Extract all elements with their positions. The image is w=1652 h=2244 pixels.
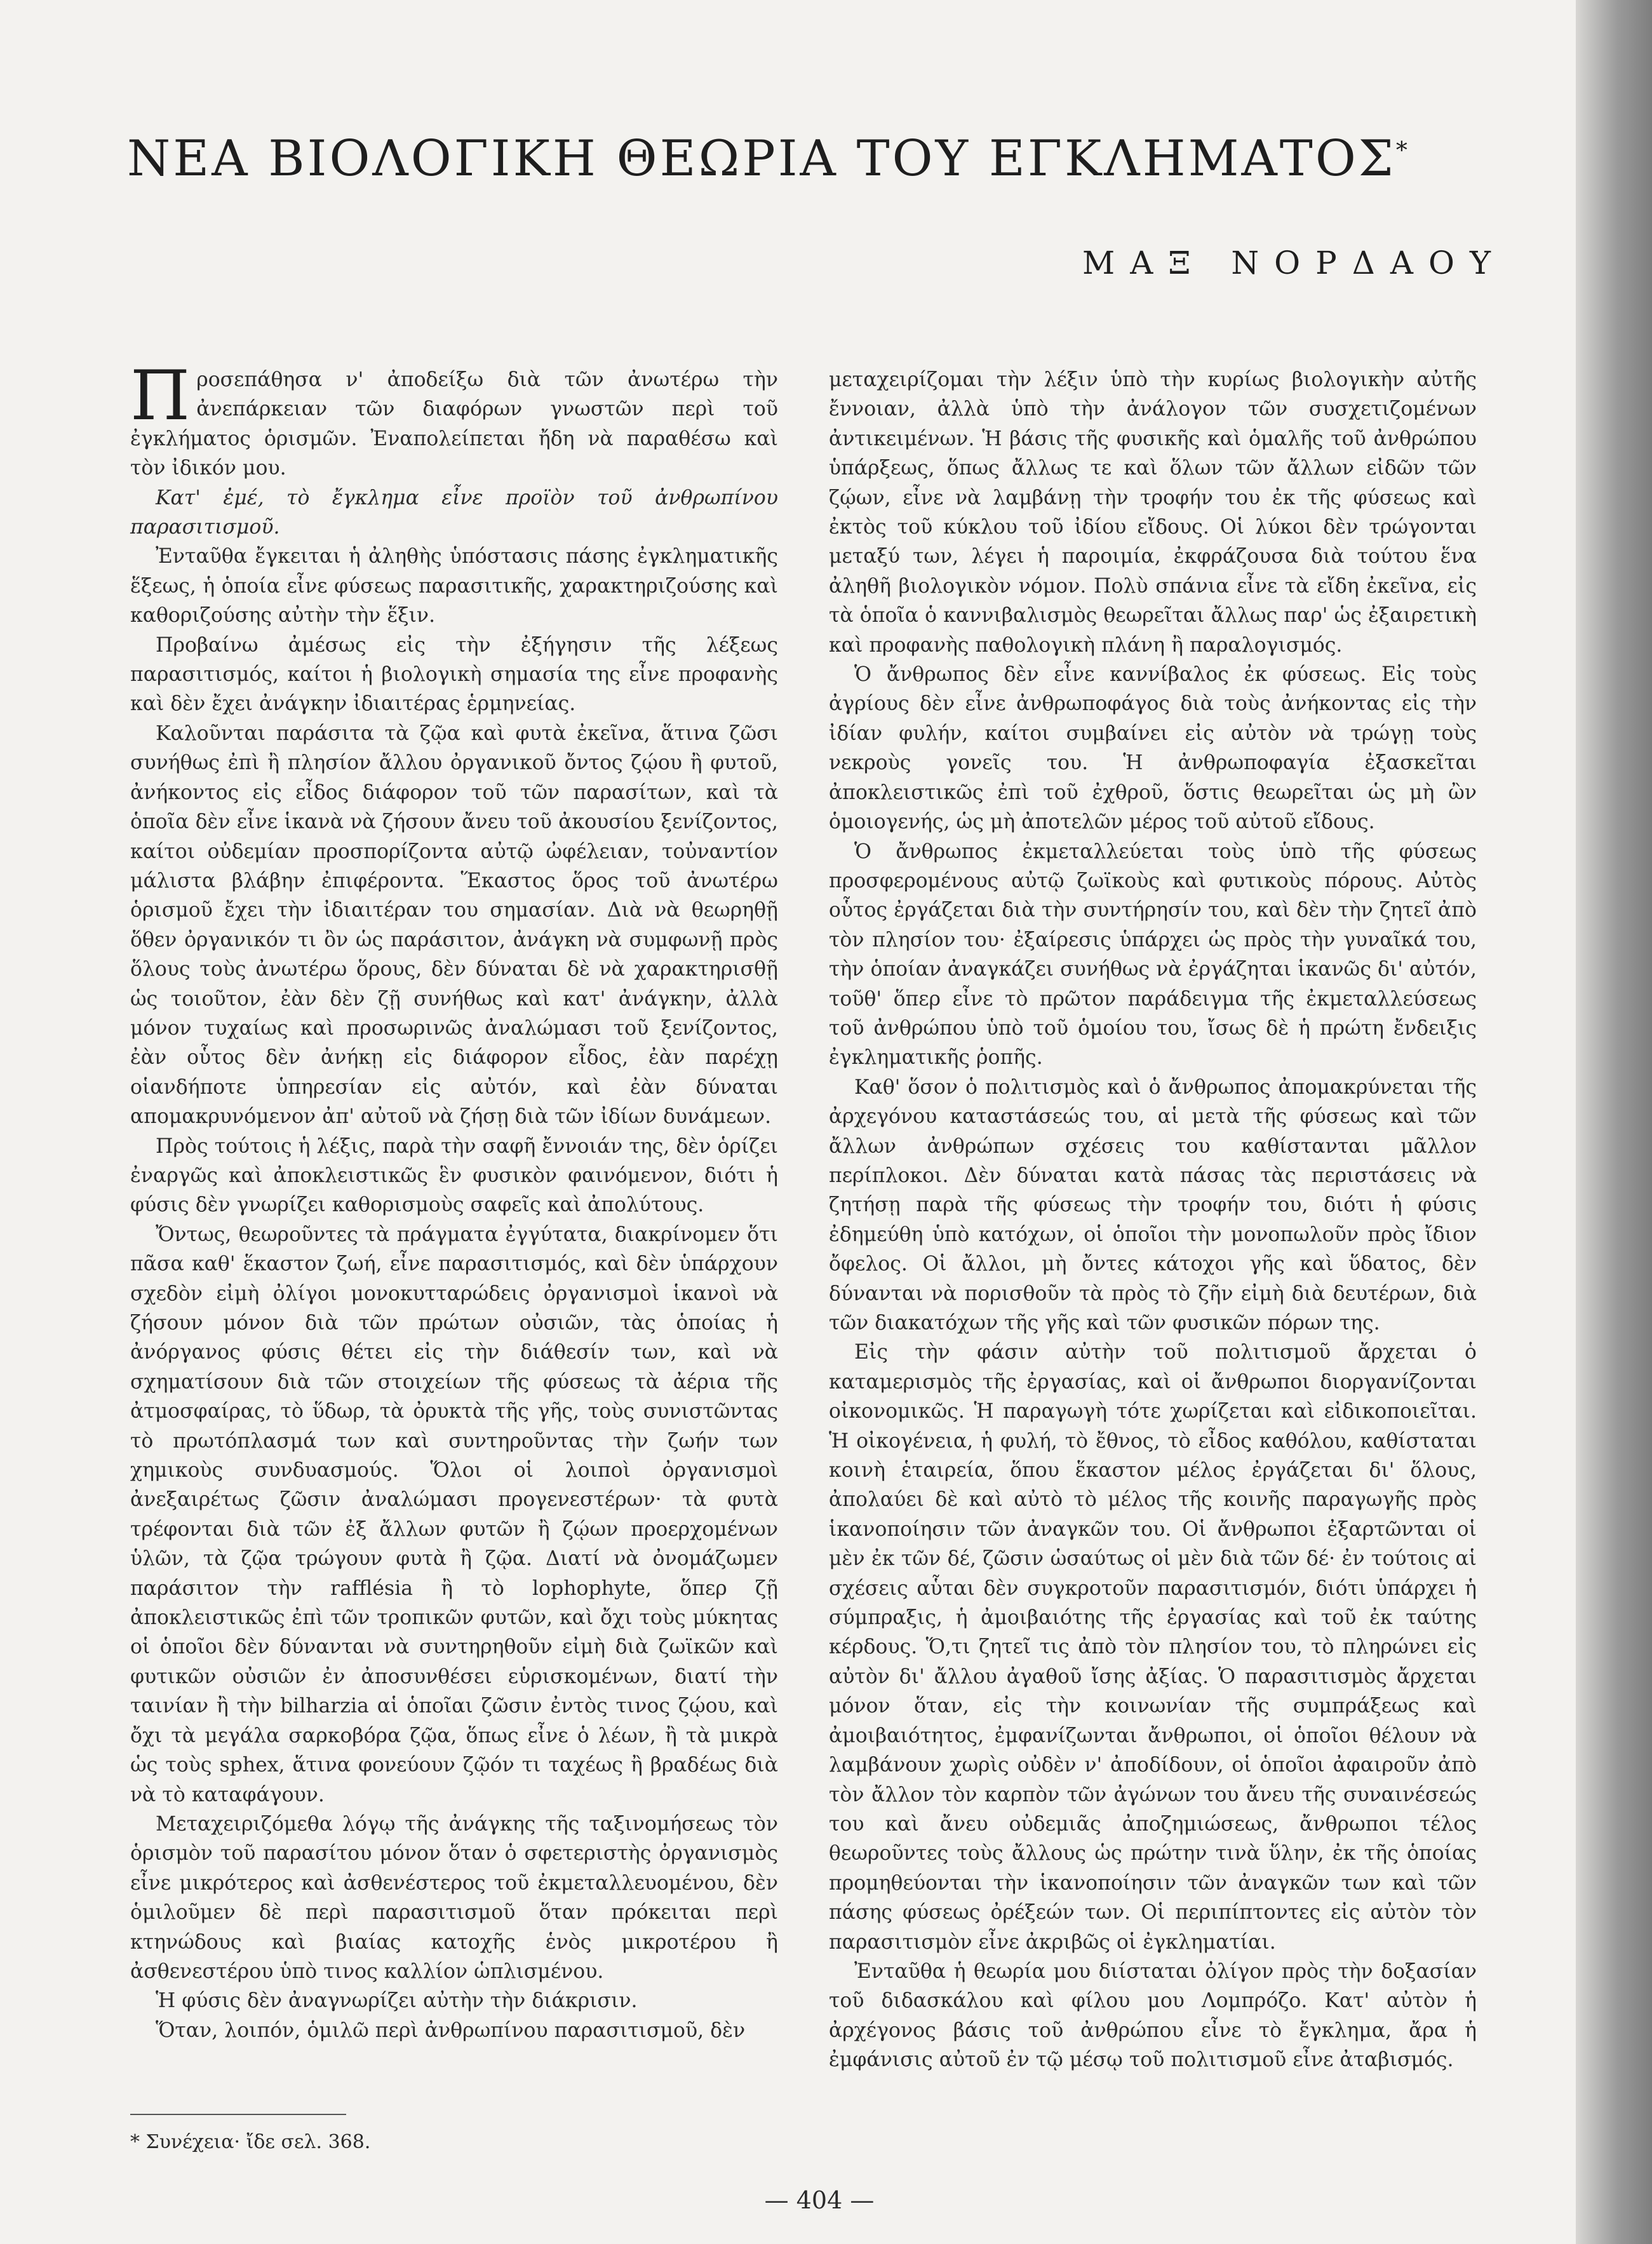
- paragraph: Ἡ φύσις δὲν ἀναγνωρίζει αὐτὴν τὴν διάκρισιν.: [156, 1989, 638, 2013]
- footnote-divider: [130, 2114, 346, 2115]
- paragraph: [130, 356, 778, 483]
- paragraph: Εἰς τὴν φάσιν αὐτὴν τοῦ πολιτισμοῦ ἄρχεται ὁ καταμερισμὸς τῆς ἐργασίας, καὶ οἱ ἄνθρωποι διοργανίζονται οἰκονομικῶς. Ἡ παραγωγὴ τότε χωρίζεται καὶ εἰδικοποιεῖται. Ἡ οἰκογένεια, ἡ φυλή, τὸ ἔθνος, τὸ εἶδος καθόλου, καθίσταται κοινὴ ἑταιρεία, ὅπου ἕκαστον μέλος ἐργάζεται δι' ὅλους, ἀπολαύει δὲ καὶ αὐτὸ τὸ μέλος τῆς κοινῆς παραγωγῆς πρὸς ἱκανοποίησιν τῶν ἀναγκῶν του. Οἱ ἄνθρωποι ἐξαρτῶνται οἱ μὲν ἐκ τῶν δέ, ζῶσιν ὡσαύτως οἱ μὲν διὰ τῶν δέ· ἐν τούτοις αἱ σχέσεις αὗται δὲν συγκροτοῦν παρασιτισμόν, διότι ὑπάρχει ἡ σύμπραξις, ἡ ἀμοιβαιότης τῆς ἐργασίας καὶ τοῦ ἐκ ταύτης κέρδους. Ὅ,τι ζητεῖ τις ἀπὸ τὸν πλησίον του, τὸ πληρώνει εἰς αὐτὸν δι' ἄλλου ἀγαθοῦ ἴσης ἀξίας. Ὁ παρασιτισμὸς ἄρχεται μόνον ὅταν, εἰς τὴν κοινωνίαν τῆς συμπράξεως καὶ ἀμοιβαιότητος, ἐμφανίζωνται ἄνθρωποι, οἱ ὁποῖοι θέλουν νὰ λαμβάνουν χωρὶς οὐδὲν ν' ἀποδίδουν, οἱ ὁποῖοι ἀφαιροῦν ἀπὸ τὸν ἄλλον τὸν καρπὸν τῶν ἀγώνων του ἄνευ τῆς συναινέσεώς του καὶ ἄνευ οὐδεμιᾶς ἀποζημιώσεως, ἄνθρωποι τέλος θεωροῦντες τοὺς ἄλλους ὡς πρώτην τινὰ ὕλην, ἐκ τῆς ὁποίας προμηθεύονται τὴν ἱκανοποίησιν τῶν ἀναγκῶν των καὶ τῶν πάσης φύσεως ὀρέξεών των. Οἱ περιπίπτοντες εἰς αὐτὸν τὸν παρασιτισμὸν εἶνε ἀκριβῶς οἱ ἐγκληματίαι.: [829, 1341, 1477, 1954]
- paragraph: Ὅταν, λοιπόν, ὁμιλῶ περὶ ἀνθρωπίνου παρασιτισμοῦ, δὲν: [156, 2019, 746, 2042]
- right-column: [829, 365, 1477, 2075]
- book-spine-shadow: [1576, 0, 1652, 2244]
- page-number: — 404 —: [764, 2186, 875, 2214]
- paragraph: Ἐνταῦθα ἔγκειται ἡ ἀληθὴς ὑπόστασις πάσης ἐγκληματικῆς ἕξεως, ἡ ὁποία εἶνε φύσεως παρασιτικῆς, χαρακτηριζούσης καὶ καθοριζούσης αὐτὴν τὴν ἕξιν.: [130, 545, 778, 628]
- paragraph: Καθ' ὅσον ὁ πολιτισμὸς καὶ ὁ ἄνθρωπος ἀπομακρύνεται τῆς ἀρχεγόνου καταστάσεώς του, αἱ μετὰ τῆς φύσεως καὶ τῶν ἄλλων ἀνθρώπων σχέσεις του καθίστανται μᾶλλον περίπλοκοι. Δὲν δύναται κατὰ πάσας τὰς περιστάσεις νὰ ζητήσῃ παρὰ τῆς φύσεως τὴν τροφήν του, διότι ἡ φύσις ἐδημεύθη ὑπὸ κατόχων, οἱ ὁποῖοι τὴν μονοπωλοῦν πρὸς ἴδιον ὄφελος. Οἱ ἄλλοι, μὴ ὄντες κάτοχοι γῆς καὶ ὕδατος, δὲν δύνανται νὰ πορισθοῦν τὰ πρὸς τὸ ζῆν εἰμὴ διὰ δευτέρων, διὰ τῶν διακατόχων τῆς γῆς καὶ τῶν φυσικῶν πόρων της.: [829, 1075, 1477, 1334]
- paragraph: Πρὸς τούτοις ἡ λέξις, παρὰ τὴν σαφῆ ἔννοιάν της, δὲν ὁρίζει ἐναργῶς καὶ ἀποκλειστικῶς ἓν φυσικὸν φαινόμενον, διότι ἡ φύσις δὲν γνωρίζει καθορισμοὺς σαφεῖς καὶ ἀπολύτους.: [130, 1134, 778, 1217]
- paragraph: Ὄντως, θεωροῦντες τὰ πράγματα ἐγγύτατα, διακρίνομεν ὅτι πᾶσα καθ' ἕκαστον ζωή, εἶνε παρασιτισμός, καὶ δὲν ὑπάρχουν σχεδὸν εἰμὴ ὀλίγοι μονοκυτταρώδεις ὀργανισμοὶ ἱκανοὶ νὰ ζήσουν μόνον διὰ τῶν πρώτων οὐσιῶν, τὰς ὁποίας ἡ ἀνόργανος φύσις θέτει εἰς τὴν διάθεσίν των, καὶ νὰ σχηματίσουν διὰ τῶν στοιχείων τῆς φύσεως τὰ ἀέρια τῆς ἀτμοσφαίρας, τὸ ὕδωρ, τὰ ὀρυκτὰ τῆς γῆς, τοὺς συνιστῶντας τὸ πρωτόπλασμά των καὶ συντηροῦντας τὴν ζωήν των χημικοὺς συνδυασμούς. Ὅλοι οἱ λοιποὶ ὀργανισμοὶ ἀνεξαιρέτως ζῶσιν ἀναλώμασι προγενεστέρων· τὰ φυτὰ τρέφονται διὰ τῶν ἐξ ἄλλων φυτῶν ἢ ζῴων προερχομένων ὑλῶν, τὰ ζῷα τρώγουν φυτὰ ἢ ζῷα. Διατί νὰ ὀνομάζωμεν παράσιτον τὴν rafflésia ἢ τὸ lophophyte, ὅπερ ζῇ ἀποκλειστικῶς ἐπὶ τῶν τροπικῶν φυτῶν, καὶ ὄχι τοὺς μύκητας οἱ ὁποῖοι δὲν δύνανται νὰ συντηρηθοῦν εἰμὴ διὰ ζωϊκῶν καὶ φυτικῶν οὐσιῶν ἐν ἀποσυνθέσει εὑρισκομένων, διατί τὴν ταινίαν ἢ τὴν bilharzia αἱ ὁποῖαι ζῶσιν ἐντὸς τινος ζῴου, καὶ ὄχι τὰ μεγάλα σαρκοβόρα ζῷα, ὅπως εἶνε ὁ λέων, ἢ τὰ μικρὰ ὡς τοὺς sphex, ἅτινα φονεύουν ζῷόν τι ταχέως ἢ βραδέως διὰ νὰ τὸ καταφάγουν.: [130, 1223, 778, 1806]
- drop-cap: Π: [130, 356, 191, 436]
- paragraph: Ὁ ἄνθρωπος δὲν εἶνε καννίβαλος ἐκ φύσεως. Εἰς τοὺς ἀγρίους δὲν εἶνε ἀνθρωποφάγος διὰ τοὺς ἀνήκοντας εἰς τὴν ἰδίαν φυλήν, καίτοι συμβαίνει εἰς αὐτὸν νὰ τρώγῃ τοὺς νεκροὺς γονεῖς του. Ἡ ἀνθρωποφαγία ἐξασκεῖται ἀποκλειστικῶς ἐπὶ τοῦ ἐχθροῦ, ὅστις θεωρεῖται ὡς μὴ ὢν ὁμοιογενής, ὡς μὴ ἀποτελῶν μέρος τοῦ αὐτοῦ εἴδους.: [829, 663, 1477, 834]
- paragraph: Κατ' ἐμέ, τὸ ἔγκλημα εἶνε προϊὸν τοῦ ἀνθρωπίνου παρασιτισμοῦ.: [130, 486, 778, 539]
- paragraph-text: ροσεπάθησα ν' ἀποδείξω διὰ τῶν ἀνωτέρω τὴν ἀνεπάρκειαν τῶν διαφόρων γνωστῶν περὶ τοῦ ἐγκλήματος ὁρισμῶν. Ἐναπολείπεται ἤδη νὰ παραθέσω καὶ τὸν ἰδικόν μου.: [130, 368, 778, 480]
- paragraph: μεταχειρίζομαι τὴν λέξιν ὑπὸ τὴν κυρίως βιολογικὴν αὐτῆς ἔννοιαν, ἀλλὰ ὑπὸ τὴν ἀνάλογον τῶν συσχετιζομένων ἀντικειμένων. Ἡ βάσις τῆς φυσικῆς καὶ ὁμαλῆς τοῦ ἀνθρώπου ὑπάρξεως, ὅπως ἄλλως τε καὶ ὅλων τῶν ἄλλων εἰδῶν τῶν ζῴων, εἶνε νὰ λαμβάνῃ τὴν τροφήν του ἐκ τῆς φύσεως καὶ ἐκτὸς τοῦ κύκλου τοῦ ἰδίου εἴδους. Οἱ λύκοι δὲν τρώγονται μεταξύ των, λέγει ἡ παροιμία, ἐκφράζουσα διὰ τούτου ἕνα ἀληθῆ βιολογικὸν νόμον. Πολὺ σπάνια εἶνε τὰ εἴδη ἐκεῖνα, εἰς τὰ ὁποῖα ὁ καννιβαλισμὸς θεωρεῖται ἄλλως παρ' ὡς ἐξαιρετικὴ καὶ προφανὴς παθολογικὴ πλάνη ἢ παραλογισμός.: [829, 368, 1477, 657]
- article-title: [127, 130, 1518, 187]
- paragraph: Ἐνταῦθα ἡ θεωρία μου διίσταται ὀλίγον πρὸς τὴν δοξασίαν τοῦ διδασκάλου καὶ φίλου μου Λομπρόζο. Κατ' αὐτὸν ἡ ἀρχέγονος βάσις τοῦ ἀνθρώπου εἶνε τὸ ἔγκλημα, ἄρα ἡ ἐμφάνισις αὐτοῦ ἐν τῷ μέσῳ τοῦ πολιτισμοῦ εἶνε ἀταβισμός.: [829, 1959, 1477, 2072]
- article-title-text: ΝΕΑ ΒΙΟΛΟΓΙΚΗ ΘΕΩΡΙΑ ΤΟΥ ΕΓΚΛΗΜΑΤΟΣ: [127, 130, 1396, 187]
- paragraph: Ὁ ἄνθρωπος ἐκμεταλλεύεται τοὺς ὑπὸ τῆς φύσεως προσφερομένους αὐτῷ ζωϊκοὺς καὶ φυτικοὺς πόρους. Αὐτὸς οὗτος ἐργάζεται διὰ τὴν συντήρησίν του, καὶ δὲν τὴν ζητεῖ ἀπὸ τὸν πλησίον του· ἐξαίρεσις ὑπάρχει ὡς πρὸς τὴν γυναῖκά του, τὴν ὁποίαν ἀναγκάζει συνήθως νὰ ἐργάζηται ἱκανῶς δι' αὐτόν, τοῦθ' ὅπερ εἶνε τὸ πρῶτον παράδειγμα τῆς ἐκμεταλλεύσεως τοῦ ἀνθρώπου ὑπὸ τοῦ ὁμοίου του, ἴσως δὲ ἡ πρώτη ἔνδειξις ἐγκληματικῆς ῥοπῆς.: [829, 840, 1477, 1070]
- paragraph: Προβαίνω ἀμέσως εἰς τὴν ἐξήγησιν τῆς λέξεως παρασιτισμός, καίτοι ἡ βιολογικὴ σημασία της εἶνε προφανὴς καὶ δὲν ἔχει ἀνάγκην ἰδιαιτέρας ἑρμηνείας.: [130, 633, 778, 716]
- paragraph: Καλοῦνται παράσιτα τὰ ζῷα καὶ φυτὰ ἐκεῖνα, ἅτινα ζῶσι συνήθως ἐπὶ ἢ πλησίον ἄλλου ὀργανικοῦ ὄντος ζῴου ἢ φυτοῦ, ἀνήκοντος εἰς εἶδος διάφορον τοῦ τῶν παρασίτων, καὶ τὰ ὁποῖα δὲν εἶνε ἱκανὰ νὰ ζήσουν ἄνευ τοῦ ἀκουσίου ξενίζοντος, καίτοι οὐδεμίαν προσπορίζοντα αὐτῷ ὠφέλειαν, τοὐναντίον μάλιστα βλάβην ἐπιφέροντα. Ἕκαστος ὅρος τοῦ ἀνωτέρω ὁρισμοῦ ἔχει τὴν ἰδιαιτέραν του σημασίαν. Διὰ νὰ θεωρηθῇ ὅθεν ὀργανικόν τι ὂν ὡς παράσιτον, ἀνάγκη νὰ συμφωνῇ πρὸς ὅλους τοὺς ἀνωτέρω ὅρους, δὲν δύναται δὲ νὰ χαρακτηρισθῇ ὡς τοιοῦτον, ἐὰν δὲν ζῇ συνήθως καὶ κατ' ἀνάγκην, ἀλλὰ μόνον τυχαίως καὶ προσωρινῶς ἀναλώμασι τοῦ ξενίζοντος, ἐὰν οὗτος δὲν ἀνήκῃ εἰς διάφορον εἶδος, ἐὰν παρέχῃ οἱανδήποτε ὑπηρεσίαν εἰς αὐτόν, καὶ ἐὰν δύναται απομακρυνόμενον ἀπ' αὐτοῦ νὰ ζήσῃ διὰ τῶν ἰδίων δυνάμεων.: [130, 722, 778, 1129]
- left-column: [130, 356, 778, 2045]
- title-footnote-mark: *: [1395, 138, 1410, 164]
- paragraph: Μεταχειριζόμεθα λόγῳ τῆς ἀνάγκης τῆς ταξινομήσεως τὸν ὁρισμὸν τοῦ παρασίτου μόνον ὅταν ὁ σφετεριστὴς ὀργανισμὸς εἶνε μικρότερος καὶ ἀσθενέστερος τοῦ ἐκμεταλλευομένου, δὲν ὁμιλοῦμεν δὲ περὶ παρασιτισμοῦ ὅταν πρόκειται περὶ κτηνώδους καὶ βιαίας κατοχῆς ἑνὸς μικροτέρου ἢ ἀσθενεστέρου ὑπὸ τινος καλλίον ὡπλισμένου.: [130, 1812, 778, 1983]
- article-author: ΜΑΞ ΝΟΡΔΑΟΥ: [1082, 245, 1506, 281]
- footnote: * Συνέχεια· ἴδε σελ. 368.: [130, 2131, 371, 2153]
